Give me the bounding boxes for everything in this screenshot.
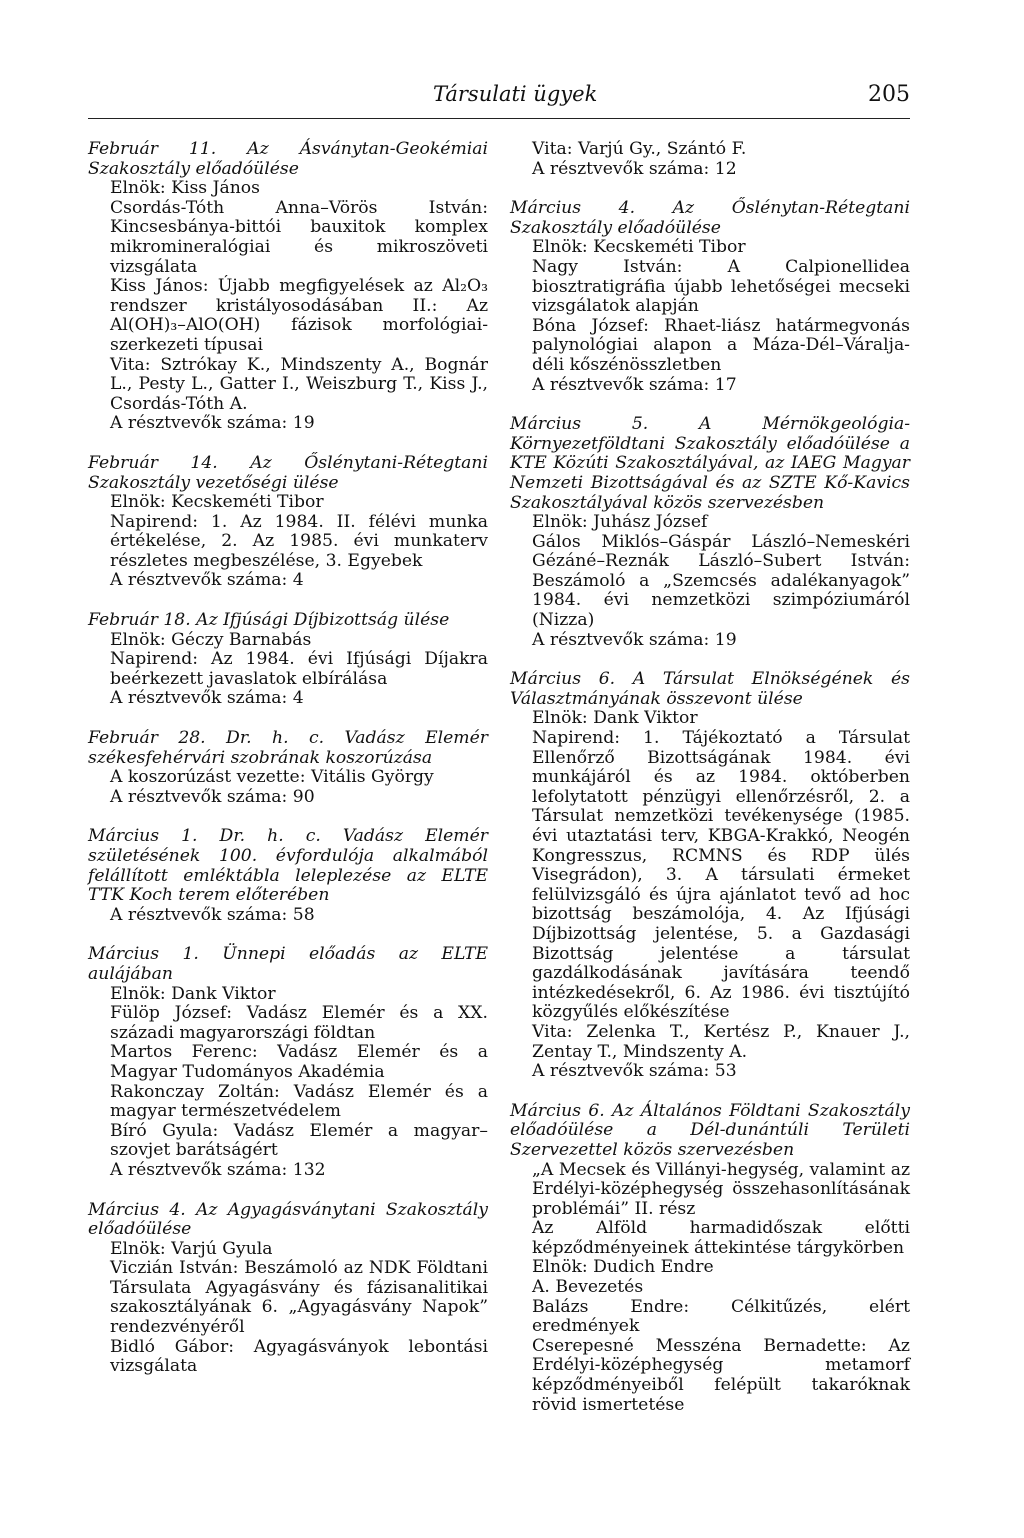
meeting-heading: Február 28. Dr. h. c. Vadász Elemér székesfehérvári szobrának koszorúzása xyxy=(88,728,488,768)
running-header xyxy=(88,74,910,119)
left-column xyxy=(88,140,488,1397)
meeting-line: Napirend: 1. Az 1984. II. félévi munka értékelése, 2. Az 1985. évi munkaterv részletes megbeszélése, 3. Egyebek xyxy=(110,511,488,571)
meeting-line: Bíró Gyula: Vadász Elemér a magyar–szovjet barátságért xyxy=(110,1120,488,1161)
meeting-line: Kiss János: Újabb megfigyelések az Al₂O₃ rendszer kristályosodásában II.: Az Al(OH)₃–AlO(OH) fázisok morfológiai-szerkezeti típusai xyxy=(110,276,488,355)
meeting-line: A résztvevők száma: 4 xyxy=(110,688,304,709)
meeting-line: Bidló Gábor: Agyagásványok lebontási vizsgálata xyxy=(110,1336,488,1377)
meeting-line: Elnök: Dudich Endre xyxy=(532,1257,714,1278)
meeting-line: Vita: Sztrókay K., Mindszenty A., Bognár L., Pesty L., Gatter I., Weiszburg T., Kiss J., Csordás-Tóth A. xyxy=(110,354,488,414)
meeting-line: Napirend: 1. Tájékoztató a Társulat Ellenőrző Bizottságának 1984. évi munkájáról és az 1984. októberben lefolytatott pénzügyi ellenőrzésről, 2. a Társulat nemzetközi tevékenysége (1985. évi utaztatási terv, KBGA-Krakkó, Neogén Kongresszus, RCMNS és RDP ülés Visegrádon), 3. A társulati érmeket felülvizsgáló és újra ajánlatot tevő ad hoc bizottság beszámolója, 4. Az Ifjúsági Díjbizottság jelentése, 5. a Gazdasági Bizottság jelentése a társulat gazdálkodásának javítására teendő intézkedésekről, 6. Az 1986. évi tisztújító közgyűlés előkészítése xyxy=(532,728,910,1023)
meeting-entry xyxy=(88,945,488,1180)
meeting-entry xyxy=(88,611,488,709)
meeting-line: Fülöp József: Vadász Elemér és a XX. századi magyarországi földtan xyxy=(110,1003,488,1043)
meeting-line: A résztvevők száma: 19 xyxy=(532,629,737,650)
meeting-line: Az Alföld harmadidőszak előtti képződményeinek áttekintése tárgykörben xyxy=(532,1218,910,1258)
meeting-line: Rakonczay Zoltán: Vadász Elemér és a magyar természetvédelem xyxy=(110,1081,488,1122)
right-column xyxy=(510,140,910,1435)
meeting-line: A résztvevők száma: 132 xyxy=(110,1159,326,1180)
meeting-line: Gálos Miklós–Gáspár László–Nemeskéri Gézáné–Reznák László–Subert István: Beszámoló a „Szemcsés adalékanyagok” 1984. évi nemzetközi szimpóziumáról (Nizza) xyxy=(532,531,910,631)
meeting-line: Cserepesné Messzéna Bernadette: Az Erdélyi-középhegység metamorf képződményeiből felépült takaróknak rövid ismertetése xyxy=(532,1335,910,1415)
meeting-heading: Március 4. Az Agyagásványtani Szakosztály előadóülése xyxy=(88,1199,488,1240)
meeting-line: Bóna József: Rhaet-liász határmegvonás palynológiai alapon a Máza-Dél–Váralja-déli kőszénösszletben xyxy=(532,315,910,375)
meeting-line: A résztvevők száma: 4 xyxy=(110,570,304,591)
meeting-heading: Február 18. Az Ifjúsági Díjbizottság ülése xyxy=(88,610,450,631)
meeting-line: A résztvevők száma: 17 xyxy=(532,374,737,395)
running-title: Társulati ügyek xyxy=(433,82,598,106)
meeting-entry xyxy=(88,827,488,925)
meeting-heading: Március 1. Dr. h. c. Vadász Elemér születésének 100. évfordulója alkalmából felállított emléktábla leleplezése az ELTE TTK Koch terem előterében xyxy=(88,826,488,906)
meeting-line: Elnök: Juhász József xyxy=(532,512,708,533)
meeting-line: Csordás-Tóth Anna–Vörös István: Kincsesbánya-bittói bauxitok komplex mikromineralógiai és mikroszöveti vizsgálata xyxy=(110,197,488,277)
meeting-line: „A Mecsek és Villányi-hegység, valamint az Erdélyi-középhegység összehasonlításának problémái” II. rész xyxy=(532,1159,910,1219)
meeting-line: A résztvevők száma: 90 xyxy=(110,786,315,807)
meeting-entry xyxy=(88,454,488,591)
meeting-line: A. Bevezetés xyxy=(532,1277,644,1298)
meeting-line: A koszorúzást vezette: Vitális György xyxy=(110,767,434,788)
meeting-heading: Március 6. A Társulat Elnökségének és Választmányának összevont ülése xyxy=(510,669,910,709)
meeting-line: Elnök: Dank Viktor xyxy=(110,983,276,1004)
meeting-line: Elnök: Dank Viktor xyxy=(532,708,698,729)
meeting-heading: Március 5. A Mérnökgeológia-Környezetföldtani Szakosztály előadóülése a KTE Közúti Szakosztályával, az IAEG Magyar Nemzeti Bizottságával és az SZTE Kő-Kavics Szakosztályával közös szervezésben xyxy=(510,414,910,513)
page-number: 205 xyxy=(868,82,910,107)
meeting-entry xyxy=(88,1201,488,1377)
meeting-line: Elnök: Géczy Barnabás xyxy=(110,629,312,650)
meeting-line: A résztvevők száma: 19 xyxy=(110,413,315,434)
meeting-heading: Február 11. Az Ásványtan-Geokémiai Szakosztály előadóülése xyxy=(88,139,488,179)
meeting-line: Elnök: Kecskeméti Tibor xyxy=(110,492,324,513)
meeting-heading: Március 6. Az Általános Földtani Szakosztály előadóülése a Dél-dunántúli Területi Szervezettel közös szervezésben xyxy=(510,1100,910,1160)
meeting-entry xyxy=(510,670,910,1081)
meeting-line: Vita: Varjú Gy., Szántó F. xyxy=(532,139,747,159)
meeting-entry xyxy=(510,415,910,650)
meeting-line: Elnök: Varjú Gyula xyxy=(110,1238,273,1259)
meeting-line: A résztvevők száma: 58 xyxy=(110,904,315,925)
meeting-entry xyxy=(510,199,910,395)
meeting-line: Elnök: Kiss János xyxy=(110,178,260,199)
meeting-entry xyxy=(510,1102,910,1416)
meeting-heading: Március 4. Az Őslénytan-Rétegtani Szakosztály előadóülése xyxy=(510,198,910,238)
meeting-line: Vita: Zelenka T., Kertész P., Knauer J., Zentay T., Mindszenty A. xyxy=(532,1021,910,1062)
meeting-entry xyxy=(88,729,488,807)
meeting-heading: Február 14. Az Őslénytani-Rétegtani Szakosztály vezetőségi ülése xyxy=(88,452,488,493)
meeting-line: Viczián István: Beszámoló az NDK Földtani Társulata Agyagásvány és fázisanalitikai szakosztályának 6. „Agyagásvány Napok” rendezvényéről xyxy=(110,1258,488,1338)
meeting-line: Balázs Endre: Célkitűzés, elért eredmények xyxy=(532,1296,910,1337)
meeting-entry xyxy=(510,140,910,179)
meeting-entry xyxy=(88,140,488,434)
meeting-line: A résztvevők száma: 12 xyxy=(532,158,737,179)
meeting-heading: Március 1. Ünnepi előadás az ELTE aulájában xyxy=(88,944,488,984)
meeting-line: Napirend: Az 1984. évi Ifjúsági Díjakra beérkezett javaslatok elbírálása xyxy=(110,649,488,689)
meeting-line: Nagy István: A Calpionellidea biosztratigráfia újabb lehetőségei mecseki vizsgálatok alapján xyxy=(532,256,910,317)
meeting-line: A résztvevők száma: 53 xyxy=(532,1061,737,1082)
meeting-line: Martos Ferenc: Vadász Elemér és a Magyar Tudományos Akadémia xyxy=(110,1042,488,1082)
meeting-line: Elnök: Kecskeméti Tibor xyxy=(532,237,746,258)
